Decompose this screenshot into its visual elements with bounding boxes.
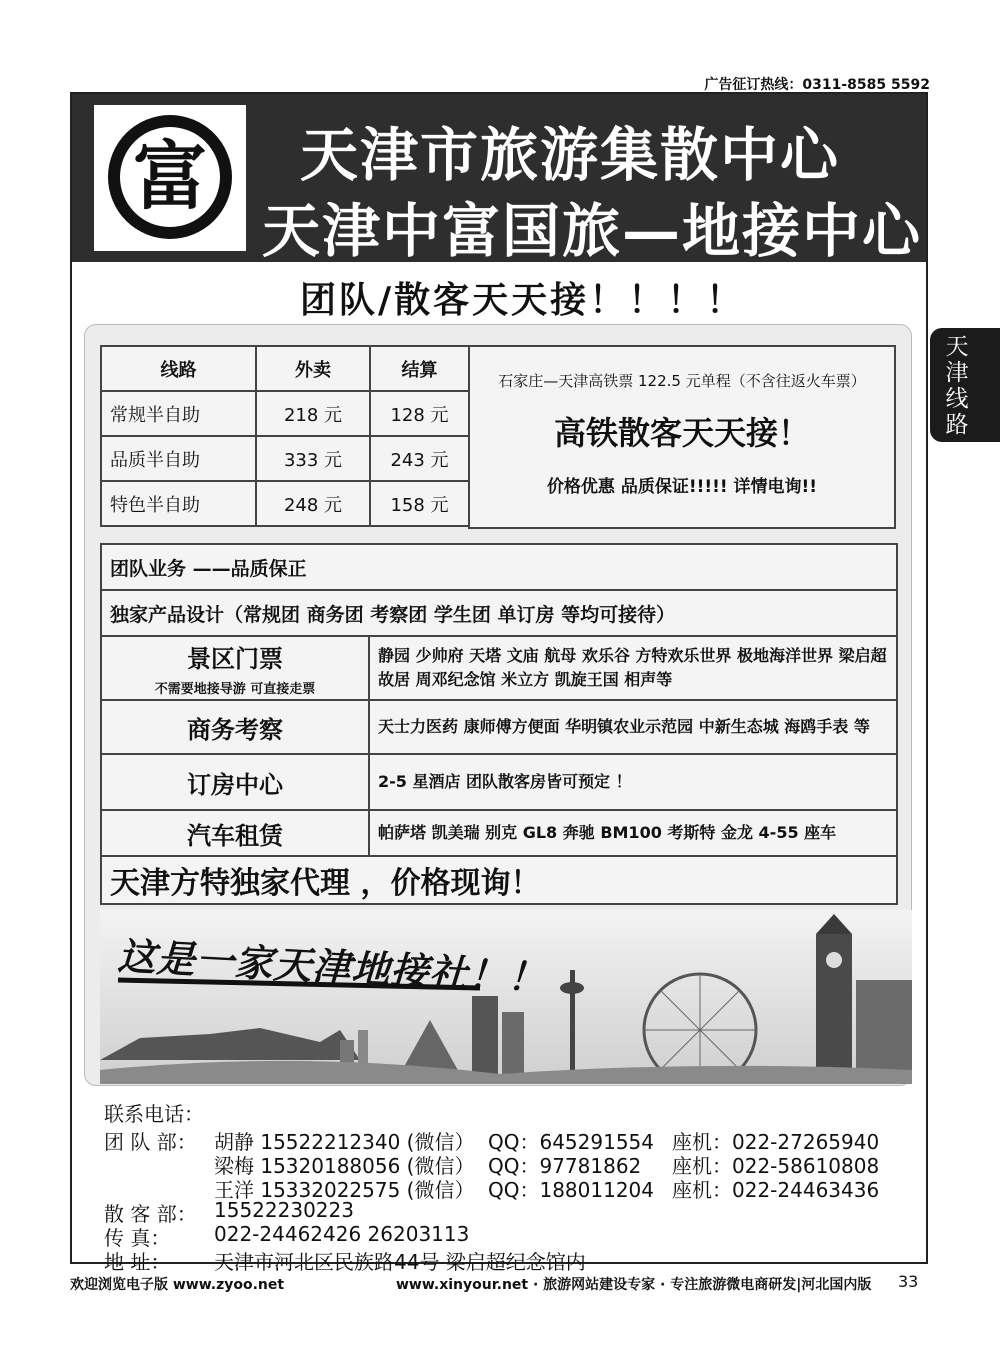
price-table-header [101,346,469,391]
european-building [856,980,912,1074]
team-title: 团队业务 ——品质保正 [101,544,897,590]
service-row [101,810,897,856]
table-row [101,436,469,481]
route-name: 品质半自助 [101,436,256,481]
contact-qq: QQ：645291554 [488,1130,655,1154]
team-desc: 独家产品设计（常规团 商务团 考察团 学生团 单订房 等均可接待） [101,590,897,636]
agent-line: 天津方特独家代理 ，价格现询！ [101,856,897,904]
page-number: 33 [898,1272,919,1291]
settle-price: 158 元 [370,481,469,526]
fax-number: 022-24462426 26203113 [214,1222,470,1246]
retail-phone: 15522230223 [214,1198,354,1222]
tv-tower-pod [560,982,584,994]
company-logo: 富 [133,134,207,220]
address-key: 地 址： [104,1250,171,1274]
fax-key: 传 真： [104,1226,171,1250]
header-title-2: 天津中富国旅—地接中心 [262,197,923,265]
promo-tagline: 价格优惠 品质保证!!!!! 详情电询!! [546,477,818,497]
promo-headline: 高铁散客天天接！ [553,414,810,452]
footer-site-info[interactable]: www.xinyour.net · 旅游网站建设专家 · 专注旅游微电商研发|河北国内版 [396,1277,872,1293]
agent-row [101,856,897,904]
service-row [101,700,897,754]
tower-building [472,996,498,1074]
contact-landline: 座机：022-24463436 [672,1178,880,1202]
contact-landline: 座机：022-27265940 [672,1130,880,1154]
clock-face [826,952,842,968]
ad-hotline: 广告征订热线：0311-8585 5592 [704,77,930,93]
retail-price: 248 元 [256,481,370,526]
settle-price: 243 元 [370,436,469,481]
contact-landline: 座机：022-58610808 [672,1154,880,1178]
table-row [101,481,469,526]
service-category [101,810,369,856]
service-row [101,636,897,700]
team-dept-key: 团 队 部： [104,1130,197,1154]
service-category [101,754,369,810]
header-settle: 结算 [370,346,469,391]
team-desc-row [101,590,897,636]
banner-slogan: 这是一家天津地接社！！ [116,934,548,1001]
team-title-row [101,544,897,590]
service-category [101,636,369,700]
service-category [101,700,369,754]
header-title-1: 天津市旅游集散中心 [300,121,841,189]
contact-name-phone: 胡静 15522212340 (微信） [214,1130,475,1154]
contacts-label: 联系电话： [104,1102,204,1126]
contact-qq: QQ：188011204 [488,1178,655,1202]
table-row [101,391,469,436]
building [502,1012,524,1074]
promo-train-ticket: 石家庄—天津高铁票 122.5 元单程（不含往返火车票） [498,372,866,390]
slogan: 团队/散客天天接！！！！ [300,280,746,321]
retail-price: 333 元 [256,436,370,481]
retail-dept-key: 散 客 部： [104,1202,197,1226]
header-route: 线路 [101,346,256,391]
address-value: 天津市河北区民族路44号 梁启超纪念馆内 [214,1250,586,1274]
header-retail: 外卖 [256,346,370,391]
service-detail: 天士力医药 康师傅方便面 华明镇农业示范园 中新生态城 海鸥手表 等 [369,700,897,754]
service-name: 订房中心 [187,770,283,799]
contact-name-phone: 王洋 15332022575 (微信） [214,1178,475,1202]
service-note: 不需要地接导游 可直接走票 [154,682,316,697]
contact-qq: QQ：97781862 [488,1154,642,1178]
service-name: 汽车租赁 [187,821,283,850]
contact-name-phone: 梁梅 15320188056 (微信） [214,1154,475,1178]
service-name: 景区门票 [187,645,283,673]
route-name: 常规半自助 [101,391,256,436]
services-table [100,543,898,905]
retail-price: 218 元 [256,391,370,436]
service-name: 商务考察 [187,715,283,744]
service-detail: 静园 少帅府 天塔 文庙 航母 欢乐谷 方特欢乐世界 极地海洋世界 梁启超故居 周邓纪念馆 米立方 凯旋王国 相声等 [369,636,897,700]
service-detail: 帕萨塔 凯美瑞 别克 GL8 奔驰 BM100 考斯特 金龙 4-55 座车 [369,810,897,856]
service-detail: 2-5 星酒店 团队散客房皆可预定 ！ [369,754,897,810]
side-tab-label: 天津线路 [945,334,969,438]
price-table [100,345,470,527]
settle-price: 128 元 [370,391,469,436]
service-row [101,754,897,810]
route-name: 特色半自助 [101,481,256,526]
footer-ebook-link[interactable]: 欢迎浏览电子版 www.zyoo.net [70,1277,285,1293]
